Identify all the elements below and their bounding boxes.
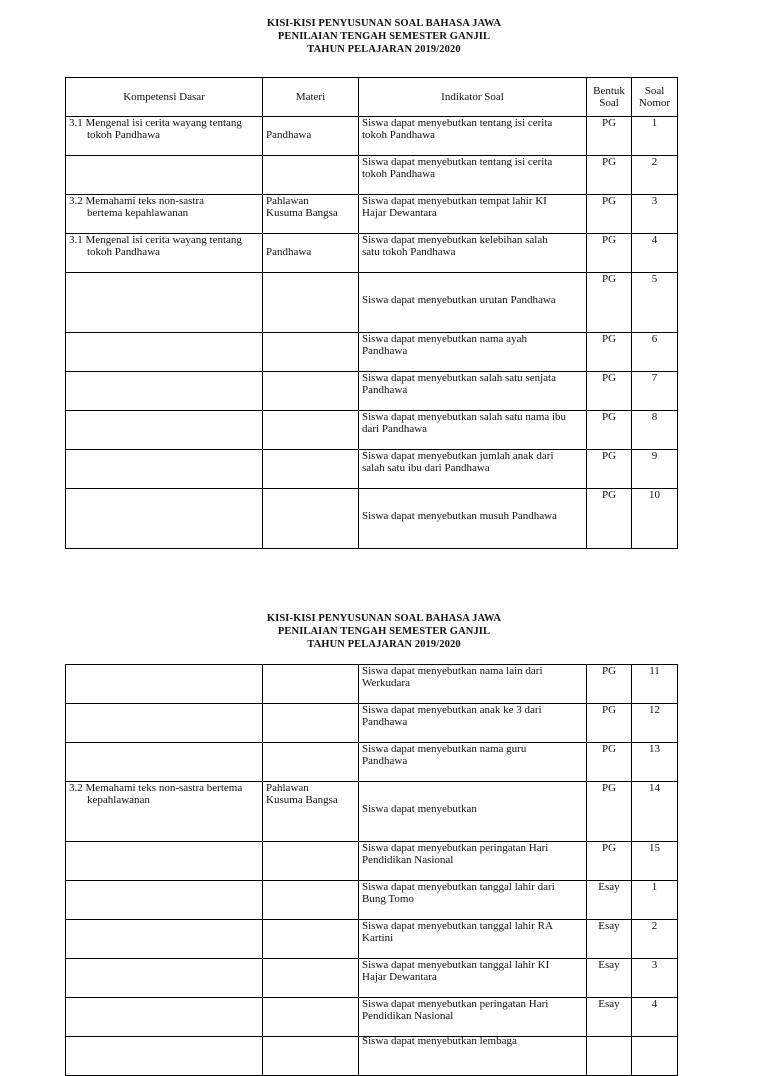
indikator-cell: [359, 411, 587, 450]
nomor-cell: 9: [632, 450, 678, 489]
indikator-cell: [359, 117, 587, 156]
nomor-cell: 5: [632, 273, 678, 333]
indikator-cell: [359, 704, 587, 743]
indikator-text-cont: Kartini: [362, 932, 394, 944]
indikator-text: Siswa dapat menyebutkan tentang isi cerita: [362, 156, 553, 168]
heading-line-3: TAHUN PELAJARAN 2019/2020: [307, 639, 461, 650]
header-soal-nomor: [632, 78, 678, 117]
nomor-cell: 12: [632, 704, 678, 743]
kd-text-cont: bertema kepahlawanan: [87, 207, 189, 219]
bentuk-cell: PG: [587, 704, 632, 743]
bentuk-cell: PG: [587, 195, 632, 234]
indikator-text: Siswa dapat menyebutkan tempat lahir KI: [362, 195, 547, 207]
indikator-text: Siswa dapat menyebutkan peringatan Hari: [362, 842, 549, 854]
materi-cell: [263, 920, 359, 959]
materi-text: Pahlawan: [266, 782, 309, 794]
bentuk-cell: PG: [587, 450, 632, 489]
materi-cell: [263, 1037, 359, 1076]
materi-text: Pahlawan: [266, 195, 309, 207]
nomor-cell: 15: [632, 842, 678, 881]
heading-line-1: KISI-KISI PENYUSUNAN SOAL BAHASA JAWA: [266, 613, 502, 624]
kd-text: 3.1 Mengenal isi cerita wayang tentang: [69, 117, 242, 129]
table-header-row: [66, 78, 678, 117]
indikator-cell: [359, 665, 587, 704]
kd-text: 3.2 Memahami teks non-sastra: [69, 195, 205, 207]
materi-cell: [263, 195, 359, 234]
header-bentuk-soal: [587, 78, 632, 117]
kd-cell: [66, 920, 263, 959]
indikator-cell: [359, 920, 587, 959]
indikator-text: Siswa dapat menyebutkan kelebihan salah: [362, 234, 548, 246]
table-row: [66, 782, 678, 842]
indikator-text: Siswa dapat menyebutkan salah satu senjata: [362, 372, 556, 384]
indikator-text: Siswa dapat menyebutkan tentang isi cerita: [362, 117, 553, 129]
materi-cell: [263, 842, 359, 881]
nomor-cell: 2: [632, 920, 678, 959]
materi-text: Pandhawa: [266, 246, 312, 258]
table-row: [66, 195, 678, 234]
indikator-text: Siswa dapat menyebutkan lembaga: [362, 1035, 517, 1047]
indikator-cell: [359, 489, 587, 549]
kd-text-cont: tokoh Pandhawa: [87, 129, 161, 141]
kd-cell: [66, 842, 263, 881]
bentuk-cell: PG: [587, 234, 632, 273]
indikator-text: Siswa dapat menyebutkan nama guru: [362, 743, 527, 755]
indikator-cell: [359, 156, 587, 195]
kd-text-cont: kepahlawanan: [87, 794, 150, 806]
header-bentuk-line-1: Bentuk: [593, 85, 625, 97]
kd-cell: [66, 372, 263, 411]
materi-cell: [263, 273, 359, 333]
indikator-text: Siswa dapat menyebutkan nama ayah: [362, 333, 527, 345]
table-row: [66, 959, 678, 998]
indikator-cell: [359, 273, 587, 333]
materi-cell: [263, 411, 359, 450]
nomor-cell: 6: [632, 333, 678, 372]
materi-cell: [263, 117, 359, 156]
bentuk-cell: Esay: [587, 998, 632, 1037]
bentuk-cell: Esay: [587, 959, 632, 998]
indikator-text: Siswa dapat menyebutkan salah satu nama ibu: [362, 411, 567, 423]
materi-cell: [263, 743, 359, 782]
bentuk-cell: PG: [587, 333, 632, 372]
table-row: [66, 704, 678, 743]
indikator-text: Siswa dapat menyebutkan nama lain dari: [362, 665, 543, 677]
indikator-text-cont: Pandhawa: [362, 716, 408, 728]
kd-cell: [66, 195, 263, 234]
materi-cell: [263, 156, 359, 195]
table-row: [66, 372, 678, 411]
bentuk-cell: PG: [587, 665, 632, 704]
table-row: [66, 273, 678, 333]
table-row: [66, 998, 678, 1037]
kd-cell: [66, 881, 263, 920]
materi-text-cont: Kusuma Bangsa: [266, 207, 338, 219]
nomor-cell: 10: [632, 489, 678, 549]
table-row: [66, 333, 678, 372]
kd-text: 3.2 Memahami teks non-sastra bertema: [69, 782, 243, 794]
nomor-cell: 3: [632, 959, 678, 998]
bentuk-cell: Esay: [587, 920, 632, 959]
bentuk-cell: PG: [587, 273, 632, 333]
kd-cell: [66, 959, 263, 998]
table-row: [66, 881, 678, 920]
header-materi: Materi: [263, 78, 359, 117]
indikator-text-cont: Pandhawa: [362, 755, 408, 767]
indikator-text-cont: Pandhawa: [362, 345, 408, 357]
indikator-cell: [359, 881, 587, 920]
materi-cell: [263, 704, 359, 743]
table-row: [66, 450, 678, 489]
table-row: [66, 489, 678, 549]
bentuk-cell: PG: [587, 489, 632, 549]
table-row: [66, 920, 678, 959]
materi-cell: [263, 665, 359, 704]
indikator-text-cont: tokoh Pandhawa: [362, 168, 436, 180]
table-row: [66, 665, 678, 704]
indikator-cell: [359, 998, 587, 1037]
nomor-cell: 1: [632, 881, 678, 920]
indikator-text: Siswa dapat menyebutkan urutan Pandhawa: [362, 294, 556, 306]
materi-cell: [263, 333, 359, 372]
bentuk-cell: PG: [587, 411, 632, 450]
table-row: [66, 743, 678, 782]
heading-line-1: KISI-KISI PENYUSUNAN SOAL BAHASA JAWA: [266, 18, 502, 29]
nomor-cell: 3: [632, 195, 678, 234]
kd-cell: [66, 156, 263, 195]
bentuk-cell: PG: [587, 156, 632, 195]
bentuk-cell: PG: [587, 117, 632, 156]
indikator-text-cont: Pendidikan Nasional: [362, 1010, 454, 1022]
kd-cell: [66, 333, 263, 372]
indikator-text-cont: Pendidikan Nasional: [362, 854, 454, 866]
materi-text: Pandhawa: [266, 129, 312, 141]
kd-cell: [66, 782, 263, 842]
indikator-text: Siswa dapat menyebutkan tanggal lahir dari: [362, 881, 555, 893]
indikator-cell: [359, 195, 587, 234]
nomor-cell: 7: [632, 372, 678, 411]
kd-cell: [66, 273, 263, 333]
indikator-cell: [359, 450, 587, 489]
indikator-text: Siswa dapat menyebutkan musuh Pandhawa: [362, 510, 557, 522]
kd-cell: [66, 998, 263, 1037]
materi-cell: [263, 489, 359, 549]
kd-cell: [66, 450, 263, 489]
materi-text-cont: Kusuma Bangsa: [266, 794, 338, 806]
header-nomor-line-2: Nomor: [638, 97, 671, 109]
header-nomor-line-1: Soal: [644, 85, 665, 97]
indikator-text-cont: salah satu ibu dari Pandhawa: [362, 462, 490, 474]
kd-cell: [66, 704, 263, 743]
indikator-cell: [359, 782, 587, 842]
nomor-cell: 13: [632, 743, 678, 782]
table-row: [66, 1037, 678, 1076]
bentuk-cell: PG: [587, 842, 632, 881]
kd-cell: [66, 489, 263, 549]
kd-text-cont: tokoh Pandhawa: [87, 246, 161, 258]
indikator-text-cont: Hajar Dewantara: [362, 207, 437, 219]
nomor-cell: 2: [632, 156, 678, 195]
indikator-text-cont: satu tokoh Pandhawa: [362, 246, 456, 258]
heading-line-2: PENILAIAN TENGAH SEMESTER GANJIL: [277, 31, 491, 42]
indikator-text-cont: dari Pandhawa: [362, 423, 428, 435]
kisi-table-2: [65, 664, 678, 1076]
kd-text: 3.1 Mengenal isi cerita wayang tentang: [69, 234, 242, 246]
indikator-cell: [359, 234, 587, 273]
materi-cell: [263, 998, 359, 1037]
table-row: [66, 411, 678, 450]
header-kompetensi-dasar: Kompetensi Dasar: [66, 78, 263, 117]
page-1: [0, 17, 768, 56]
bentuk-cell: PG: [587, 372, 632, 411]
heading-line-2: PENILAIAN TENGAH SEMESTER GANJIL: [277, 626, 491, 637]
indikator-text-cont: tokoh Pandhawa: [362, 129, 436, 141]
materi-cell: [263, 372, 359, 411]
kd-cell: [66, 743, 263, 782]
kd-cell: [66, 665, 263, 704]
materi-cell: [263, 234, 359, 273]
materi-cell: [263, 881, 359, 920]
kisi-table-1: [65, 77, 678, 549]
document-heading: [0, 612, 768, 651]
nomor-cell: 1: [632, 117, 678, 156]
nomor-cell: 11: [632, 665, 678, 704]
indikator-text-cont: Werkudara: [362, 677, 410, 689]
header-indikator-soal: Indikator Soal: [359, 78, 587, 117]
materi-cell: [263, 782, 359, 842]
table-row: [66, 842, 678, 881]
table-row: [66, 156, 678, 195]
indikator-text-cont: Bung Tomo: [362, 893, 414, 905]
indikator-cell: [359, 743, 587, 782]
indikator-cell: [359, 842, 587, 881]
indikator-text: Siswa dapat menyebutkan jumlah anak dari: [362, 450, 554, 462]
page-2: [0, 612, 768, 651]
materi-cell: [263, 959, 359, 998]
nomor-cell: 4: [632, 234, 678, 273]
materi-cell: [263, 450, 359, 489]
indikator-text: Siswa dapat menyebutkan tanggal lahir KI: [362, 959, 550, 971]
kd-cell: [66, 1037, 263, 1076]
kd-cell: [66, 234, 263, 273]
heading-line-3: TAHUN PELAJARAN 2019/2020: [307, 44, 461, 55]
indikator-cell: [359, 959, 587, 998]
bentuk-cell: [587, 1037, 632, 1076]
kd-cell: [66, 411, 263, 450]
nomor-cell: 14: [632, 782, 678, 842]
nomor-cell: 4: [632, 998, 678, 1037]
nomor-cell: 8: [632, 411, 678, 450]
document-heading: [0, 17, 768, 56]
header-bentuk-line-2: Soal: [599, 97, 619, 109]
indikator-cell: [359, 1037, 587, 1076]
indikator-text-cont: Hajar Dewantara: [362, 971, 437, 983]
nomor-cell: [632, 1037, 678, 1076]
indikator-text: Siswa dapat menyebutkan tanggal lahir RA: [362, 920, 553, 932]
indikator-text: Siswa dapat menyebutkan peringatan Hari: [362, 998, 549, 1010]
bentuk-cell: PG: [587, 782, 632, 842]
indikator-text-cont: Pandhawa: [362, 384, 408, 396]
indikator-text: Siswa dapat menyebutkan: [362, 803, 477, 815]
table-row: [66, 234, 678, 273]
indikator-cell: [359, 372, 587, 411]
indikator-cell: [359, 333, 587, 372]
kd-cell: [66, 117, 263, 156]
indikator-text: Siswa dapat menyebutkan anak ke 3 dari: [362, 704, 542, 716]
bentuk-cell: PG: [587, 743, 632, 782]
bentuk-cell: Esay: [587, 881, 632, 920]
table-row: [66, 117, 678, 156]
